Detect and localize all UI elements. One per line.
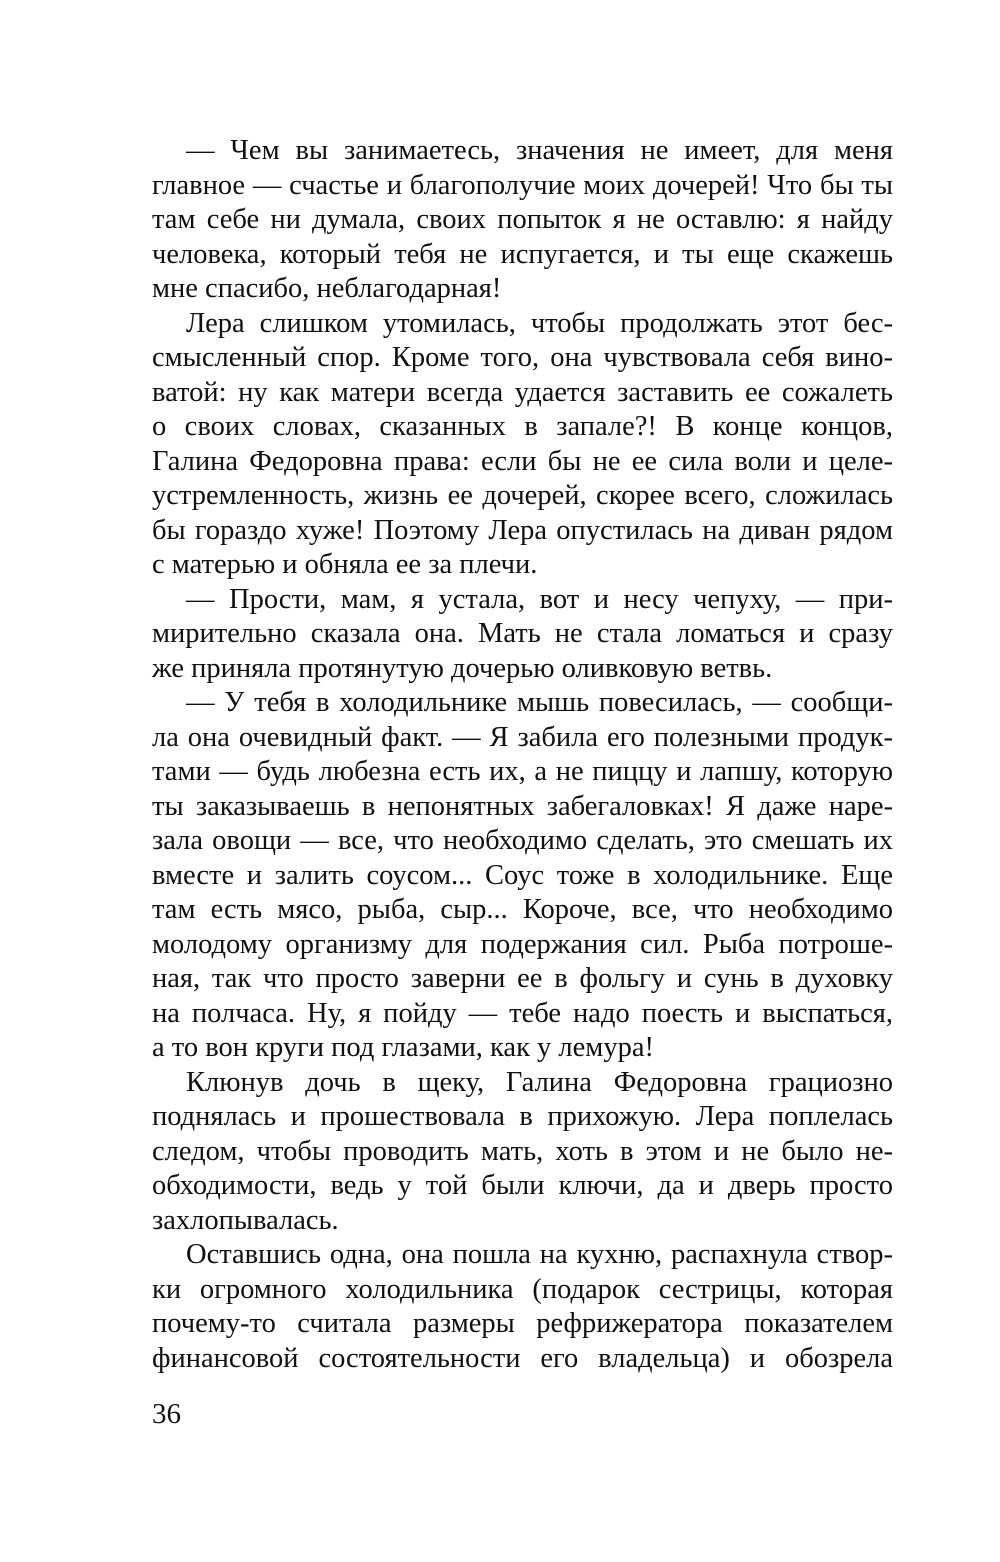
text-line: — У тебя в холодильнике мышь повесилась, — сообщи-: [186, 687, 893, 718]
text-line: там себе ни думала, своих попыток я не оставлю: я найду: [152, 204, 893, 235]
paragraph: [152, 583, 893, 687]
text-line: мирительно сказала она. Мать не стала ломаться и сразу: [152, 618, 893, 649]
text-line: следом, чтобы проводить мать, хоть в этом и не было не-: [152, 1135, 893, 1167]
text-line: же приняла протянутую дочерью оливковую ветвь.: [152, 652, 773, 684]
paragraph: [152, 1066, 893, 1239]
text-line: финансовой состоятельности его владельца) и обозрела: [152, 1342, 893, 1374]
text-line: человека, который тебя не испугается, и ты еще скажешь: [152, 238, 893, 270]
text-line: ла она очевидный факт. — Я забила его полезными продук-: [152, 721, 893, 753]
text-line: смысленный спор. Кроме того, она чувствовала себя вино-: [152, 342, 893, 373]
paragraph: [152, 134, 893, 307]
text-line: Оставшись одна, она пошла на кухню, распахнула створ-: [186, 1239, 893, 1270]
text-line: устремленность, жизнь ее дочерей, скорее всего, сложилась: [152, 480, 893, 511]
text-line: — Чем вы занимаетесь, значения не имеет, для меня: [186, 135, 893, 166]
page-number: 36: [152, 1398, 181, 1430]
text-line: ки огромного холодильника (подарок сестрицы, которая: [152, 1273, 893, 1305]
text-line: мне спасибо, неблагодарная!: [152, 273, 502, 304]
text-line: главное — счастье и благополучие моих дочерей! Что бы ты: [152, 169, 893, 201]
text-line: поднялась и прошествовала в прихожую. Лера поплелась: [152, 1101, 893, 1132]
text-line: захлопывалась.: [152, 1204, 339, 1236]
text-line: ты заказываешь в непонятных забегаловках! Я даже наре-: [152, 790, 893, 822]
body-text: [152, 134, 893, 1376]
text-line: вместе и залить соусом... Соус тоже в холодильнике. Еще: [152, 859, 893, 891]
text-line: о своих словах, сказанных в запале?! В конце концов,: [152, 411, 893, 442]
text-line: молодому организму для подержания сил. Рыба потроше-: [152, 928, 893, 960]
paragraph: [152, 686, 893, 1066]
text-line: бы гораздо хуже! Поэтому Лера опустилась на диван рядом: [152, 514, 893, 546]
text-line: с матерью и обняла ее за плечи.: [152, 549, 538, 580]
text-line: там есть мясо, рыба, сыр... Короче, все, что необходимо: [152, 894, 893, 925]
text-line: а то вон круги под глазами, как у лемура!: [152, 1032, 654, 1063]
text-line: обходимости, ведь у той были ключи, да и дверь просто: [152, 1170, 893, 1201]
text-line: тами — будь любезна есть их, а не пиццу и лапшу, которую: [152, 756, 893, 787]
text-line: почему-то считала размеры рефрижератора показателем: [152, 1308, 893, 1339]
text-line: Лера слишком утомилась, чтобы продолжать этот бес-: [186, 307, 893, 339]
text-line: ватой: ну как матери всегда удается заставить ее сожалеть: [152, 376, 893, 408]
text-line: Клюнув дочь в щеку, Галина Федоровна грациозно: [186, 1066, 893, 1098]
paragraph: [152, 1238, 893, 1376]
text-line: ная, так что просто заверни ее в фольгу и сунь в духовку: [152, 963, 893, 994]
text-line: — Прости, мам, я устала, вот и несу чепуху, — при-: [186, 583, 893, 615]
text-line: на полчаса. Ну, я пойду — тебе надо поесть и выспаться,: [152, 997, 893, 1029]
text-line: зала овощи — все, что необходимо сделать, это смешать их: [152, 825, 893, 856]
text-line: Галина Федоровна права: если бы не ее сила воли и целе-: [152, 445, 893, 477]
paragraph: [152, 307, 893, 583]
